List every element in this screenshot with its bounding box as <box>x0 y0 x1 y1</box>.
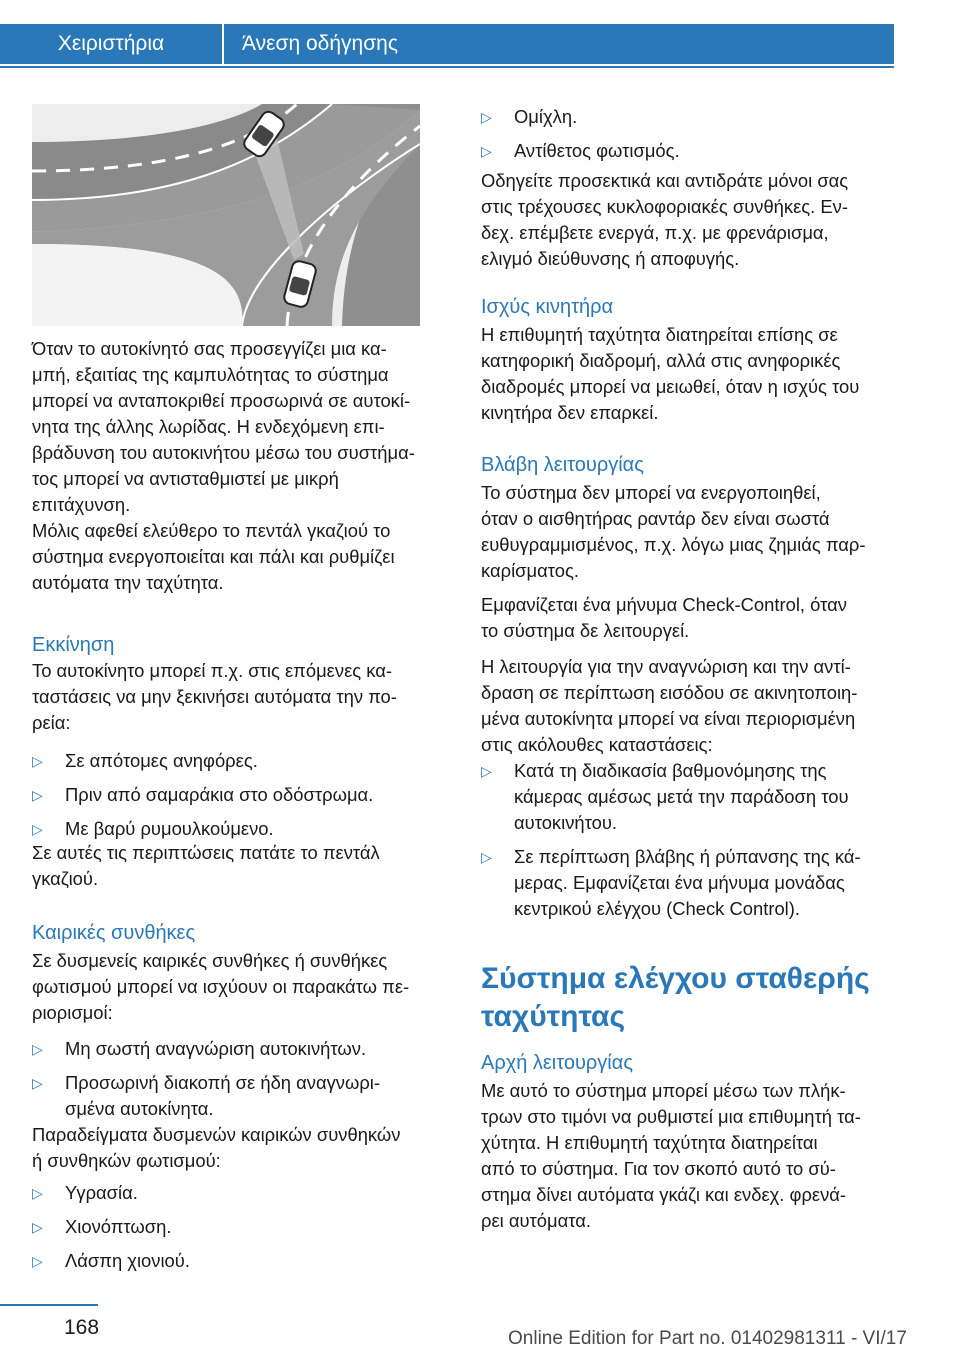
text-line: Σε δυσμενείς καιρικές συνθήκες ή συνθήκες <box>32 950 388 971</box>
page-number-divider <box>0 1304 98 1306</box>
triangle-bullet-icon: ▷ <box>32 1075 43 1091</box>
list-item-text: μερας. Εμφανίζεται ένα μήνυμα μονάδας <box>514 872 845 893</box>
text-line: ή συνθηκών φωτισμού: <box>32 1150 221 1171</box>
triangle-bullet-icon: ▷ <box>32 1185 43 1201</box>
triangle-bullet-icon: ▷ <box>481 143 492 159</box>
list-item-text: Προσωρινή διακοπή σε ήδη αναγνωρι‐ <box>65 1072 381 1093</box>
paragraph-pedal <box>32 518 440 596</box>
list-item <box>32 1248 440 1274</box>
text-line: κατηφορική διαδρομή, αλλά στις ανηφορικές <box>481 350 841 371</box>
section-title-line: ταχύτητας <box>481 1000 626 1033</box>
header-tab-controls[interactable] <box>0 24 222 64</box>
text-line: επιτάχυνση. <box>32 494 131 515</box>
list-item-text: Σε περίπτωση βλάβης ή ρύπανσης της κά‐ <box>514 846 861 867</box>
paragraph-stationary-detection <box>481 654 897 758</box>
text-line: Με αυτό το σύστημα μπορεί μέσω των πλήκ‐ <box>481 1080 846 1101</box>
text-line: Η επιθυμητή ταχύτητα διατηρείται επίσης σε <box>481 324 838 345</box>
text-line: σύστημα ενεργοποιείται και πάλι και ρυθμίζει <box>32 546 395 567</box>
text-line: ριορισμοί: <box>32 1002 113 1023</box>
triangle-bullet-icon: ▷ <box>32 1041 43 1057</box>
text-line: στημα δίνει αυτόματα γκάζι και ενδεχ. φρενά‐ <box>481 1184 847 1205</box>
text-line: αυτόματα την ταχύτητα. <box>32 572 224 593</box>
triangle-bullet-icon: ▷ <box>32 787 43 803</box>
text-line: μπορεί να ανταποκριθεί προσωρινά σε αυτοκί‐ <box>32 390 411 411</box>
paragraph-start <box>32 658 440 736</box>
heading-principle: Αρχή λειτουργίας <box>481 1052 633 1074</box>
section-title-cruise-control <box>481 960 897 1036</box>
heading-weather: Καιρικές συνθήκες <box>32 922 196 944</box>
triangle-bullet-icon: ▷ <box>32 753 43 769</box>
text-line: Παραδείγματα δυσμενών καιρικών συνθηκών <box>32 1124 401 1145</box>
list-item <box>32 1070 440 1122</box>
list-item-text: Σε απότομες ανηφόρες. <box>65 750 258 771</box>
text-line: Το σύστημα δεν μπορεί να ενεργοποιηθεί, <box>481 482 821 503</box>
page-number: 168 <box>64 1316 100 1339</box>
list-item-text: Λάσπη χιονιού. <box>65 1250 190 1271</box>
list-item-text: κάμερας αμέσως μετά την παράδοση του <box>514 786 849 807</box>
list-camera-limits <box>481 758 897 922</box>
text-line: Εμφανίζεται ένα μήνυμα Check-Control, όταν <box>481 594 847 615</box>
list-item-text: κεντρικού ελέγχου (Check Control). <box>514 898 800 919</box>
text-line: Το αυτοκίνητο μπορεί π.χ. στις επόμενες κα‐ <box>32 660 392 681</box>
triangle-bullet-icon: ▷ <box>481 763 492 779</box>
list-item <box>481 844 897 922</box>
text-line: στις τρέχουσες κυκλοφοριακές συνθήκες. Εν‐ <box>481 196 848 217</box>
text-line: ταστάσεις να μην ξεκινήσει αυτόματα την πο‐ <box>32 686 397 707</box>
list-item-text: Ομίχλη. <box>514 106 578 127</box>
text-line: ρει αυτόματα. <box>481 1210 592 1231</box>
text-line: μένα αυτοκίνητα μπορεί να είναι περιορισμένη <box>481 708 856 729</box>
list-item-text: Αντίθετος φωτισμός. <box>514 140 680 161</box>
text-line: νητα της άλλης λωρίδας. Η ενδεχόμενη επι‐ <box>32 416 385 437</box>
list-item <box>481 104 897 130</box>
list-start-conditions <box>32 748 440 842</box>
road-curve-cars-illustration <box>32 104 420 326</box>
text-line: τρων στο τιμόνι να ρυθμιστεί μια επιθυμητή τα‐ <box>481 1106 861 1127</box>
list-item <box>32 1180 440 1206</box>
header-tab-comfort[interactable] <box>224 24 894 64</box>
paragraph-weather <box>32 948 440 1026</box>
list-weather-examples <box>32 1180 440 1274</box>
text-line: Η λειτουργία για την αναγνώριση και την αντί‐ <box>481 656 851 677</box>
text-line: χύτητα. Η επιθυμητή ταχύτητα διατηρείται <box>481 1132 818 1153</box>
list-item-text: Κατά τη διαδικασία βαθμονόμησης της <box>514 760 827 781</box>
text-line: Μόλις αφεθεί ελεύθερο το πεντάλ γκαζιού το <box>32 520 391 541</box>
text-line: Οδηγείτε προσεκτικά και αντιδράτε μόνοι σας <box>481 170 849 191</box>
text-line: τος μπορεί να αντισταθμιστεί με μικρή <box>32 468 339 489</box>
list-item <box>32 1036 440 1062</box>
triangle-bullet-icon: ▷ <box>32 1219 43 1235</box>
paragraph-press-pedal <box>32 840 440 892</box>
text-line: δραση σε περίπτωση εισόδου σε ακινητοποιη‐ <box>481 682 858 703</box>
text-line: το σύστημα δε λειτουργεί. <box>481 620 690 641</box>
section-title-line: Σύστημα ελέγχου σταθερής <box>481 962 870 995</box>
list-item-text: Με βαρύ ρυμουλκούμενο. <box>65 818 274 839</box>
text-line: Όταν το αυτοκίνητό σας προσεγγίζει μια κα‐ <box>32 338 387 359</box>
paragraph-examples <box>32 1122 440 1174</box>
list-item-text: Υγρασία. <box>65 1182 138 1203</box>
text-line: μπή, εξαιτίας της καμπυλότητας το σύστημα <box>32 364 389 385</box>
text-line: βράδυνση του αυτοκινήτου μέσω του συστήμα‐ <box>32 442 415 463</box>
triangle-bullet-icon: ▷ <box>32 821 43 837</box>
text-line: ρεία: <box>32 712 71 733</box>
list-item-text: Χιονόπτωση. <box>65 1216 172 1237</box>
list-weather-limits <box>32 1036 440 1122</box>
list-item <box>481 138 897 164</box>
text-line: καρίσματος. <box>481 560 579 581</box>
text-line: διαδρομές μπορεί να μειωθεί, όταν η ισχύς του <box>481 376 860 397</box>
header-divider <box>0 66 894 68</box>
triangle-bullet-icon: ▷ <box>481 109 492 125</box>
paragraph-engine-power <box>481 322 897 426</box>
triangle-bullet-icon: ▷ <box>481 849 492 865</box>
header-tab-comfort-label: Άνεση οδήγησης <box>242 32 398 55</box>
list-item-text: σμένα αυτοκίνητα. <box>65 1098 214 1119</box>
paragraph-check-control <box>481 592 897 644</box>
list-item <box>32 782 440 808</box>
text-line: ευθυγραμμισμένος, π.χ. λόγω μιας ζημιάς παρ‐ <box>481 534 866 555</box>
paragraph-curve <box>32 336 440 518</box>
heading-engine-power: Ισχύς κινητήρα <box>481 296 614 318</box>
list-more-conditions <box>481 104 897 164</box>
text-line: δεχ. επέμβετε ενεργά, π.χ. με φρενάρισμα, <box>481 222 829 243</box>
text-line: φωτισμού μπορεί να ισχύουν οι παρακάτω πε‐ <box>32 976 410 997</box>
paragraph-malfunction <box>481 480 897 584</box>
list-item <box>32 748 440 774</box>
list-item <box>32 1214 440 1240</box>
paragraph-principle <box>481 1078 897 1234</box>
list-item-text: Μη σωστή αναγνώριση αυτοκινήτων. <box>65 1038 367 1059</box>
header-tab-controls-label: Χειριστήρια <box>57 32 165 55</box>
text-line: γκαζιού. <box>32 868 99 889</box>
text-line: Σε αυτές τις περιπτώσεις πατάτε το πεντάλ <box>32 842 380 863</box>
text-line: στις ακόλουθες καταστάσεις: <box>481 734 713 755</box>
edition-footer: Online Edition for Part no. 01402981311 - VI/17 <box>508 1328 907 1349</box>
text-line: όταν ο αισθητήρας ραντάρ δεν είναι σωστά <box>481 508 830 529</box>
list-item-text: Πριν από σαμαράκια στο οδόστρωμα. <box>65 784 374 805</box>
list-item-text: αυτοκινήτου. <box>514 812 618 833</box>
paragraph-drive-carefully <box>481 168 897 272</box>
heading-start: Εκκίνηση <box>32 634 115 656</box>
text-line: ελιγμό διεύθυνσης ή αποφυγής. <box>481 248 740 269</box>
list-item <box>481 758 897 836</box>
text-line: κινητήρα δεν επαρκεί. <box>481 402 659 423</box>
text-line: από το σύστημα. Για τον σκοπό αυτό το σύ‐ <box>481 1158 836 1179</box>
triangle-bullet-icon: ▷ <box>32 1253 43 1269</box>
heading-malfunction: Βλάβη λειτουργίας <box>481 454 644 476</box>
list-item <box>32 816 440 842</box>
